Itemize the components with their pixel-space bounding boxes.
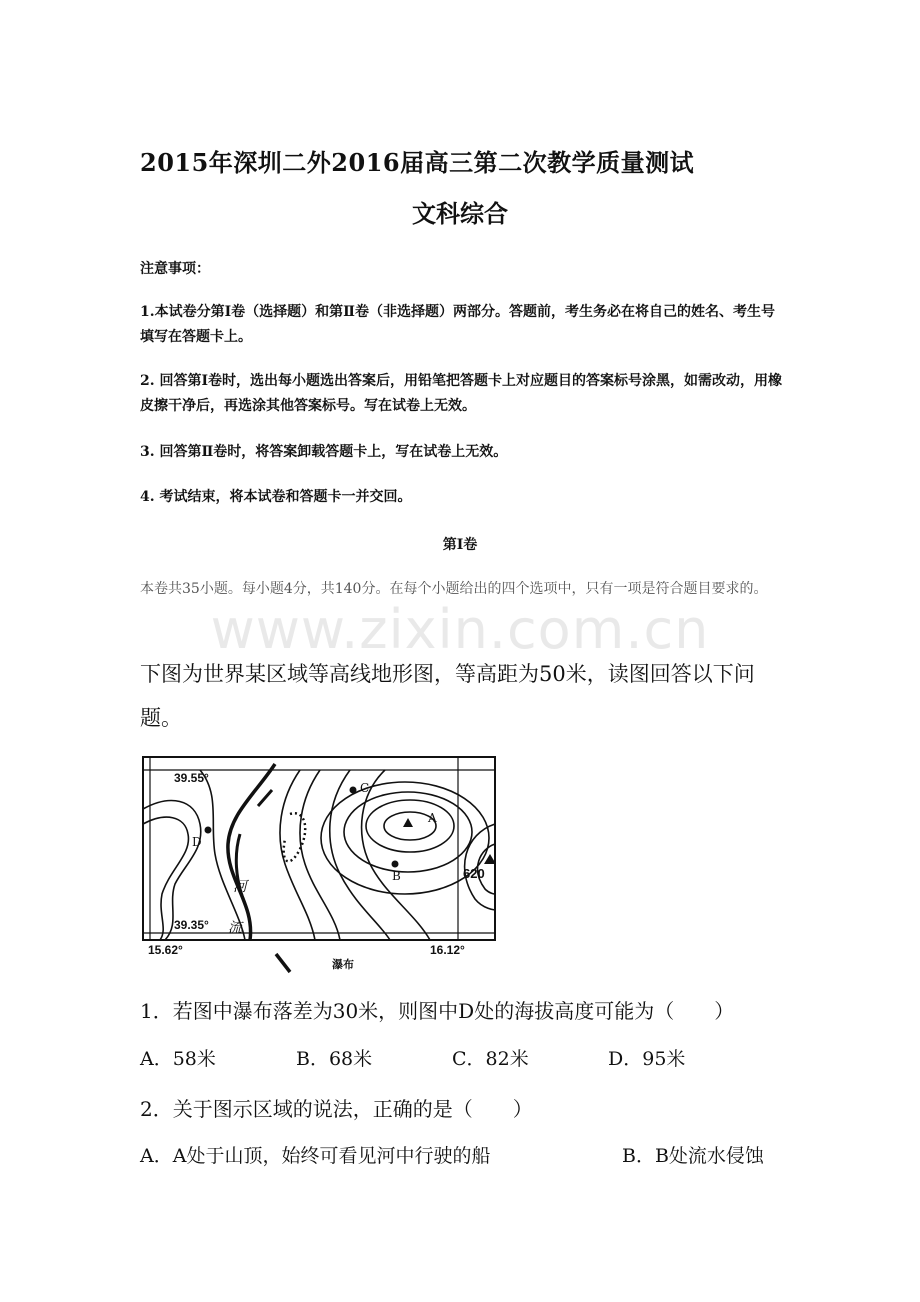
exam-subject: 文科综合 [412,199,508,228]
waterfall-label: 瀑布 [332,959,354,971]
option-2b: B．B处流水侵蚀 [622,1145,764,1167]
question-2: 2．关于图示区域的说法，正确的是（ ） [140,1097,533,1121]
waterfall-marker [276,954,290,972]
question-1: 1．若图中瀑布落差为30米，则图中D处的海拔高度可能为（ ） [140,999,735,1023]
note-item: 4. 考试结束，将本试卷和答题卡一并交回。 [140,489,412,505]
option-1a: A．58米 [140,1048,216,1070]
river-label-2: 流 [228,920,242,936]
label-c: C [360,781,370,795]
lon-left-label: 15.62° [148,943,183,957]
point-d-marker [205,827,212,834]
note-item: 3. 回答第Ⅱ卷时，将答案卸载答题卡上，写在试卷上无效。 [140,444,508,460]
river-label-1: 河 [233,879,247,895]
lon-right-label: 16.12° [430,943,465,957]
note-item: 1.本试卷分第Ⅰ卷（选择题）和第Ⅱ卷（非选择题）两部分。答题前，考生务必在将自己的姓名、考生号填写在答题卡上。 [140,304,775,345]
point-c-marker [350,787,357,794]
river-line [228,764,275,940]
option-1c: C．82米 [452,1048,529,1070]
contour-map [140,754,500,974]
option-2a: A．A处于山顶，始终可看见河中行驶的船 [140,1145,491,1167]
watermark: www.zixin.com.cn [210,598,710,661]
notes-heading: 注意事项： [140,261,210,277]
volume-heading: 第Ⅰ卷 [442,537,478,553]
section-intro: 本卷共35小题。每小题4分，共140分。在每个小题给出的四个选项中，只有一项是符合题目要求的。 [140,581,768,597]
point-b-marker [392,861,399,868]
lat-bottom-label: 39.35° [174,918,209,932]
note-item: 2. 回答第Ⅰ卷时，选出每小题选出答案后，用铅笔把答题卡上对应题目的答案标号涂黑，如需改动，用橡皮擦干净后，再选涂其他答案标号。写在试卷上无效。 [140,373,783,414]
label-b: B [392,869,401,883]
label-d: D [192,835,202,849]
option-1d: D．95米 [608,1048,686,1070]
exam-title: 2015年深圳二外2016届高三第二次教学质量测试 [140,148,695,177]
lat-top-label: 39.55° [174,771,209,785]
peak-a-marker [403,818,413,827]
label-a: A [428,811,437,825]
elevation-label: 620 [463,866,485,881]
option-1b: B．68米 [296,1048,373,1070]
question-stem: 下图为世界某区域等高线地形图，等高距为50米，读图回答以下问题。 [140,662,755,730]
